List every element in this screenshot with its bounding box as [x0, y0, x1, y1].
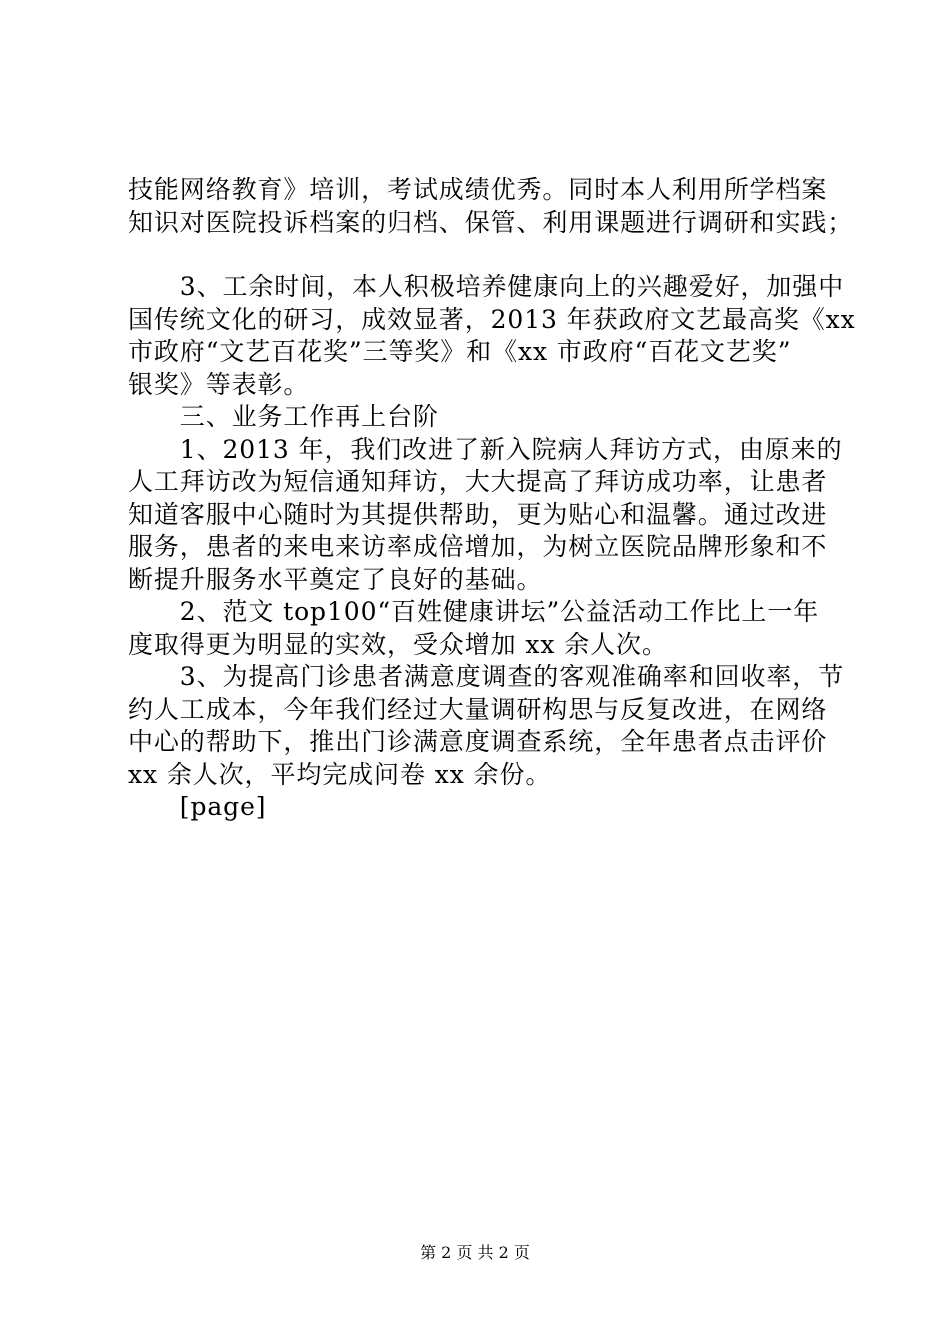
text-line: 银奖》等表彰。 [128, 369, 310, 399]
text-line: 技能网络教育》培训，考试成绩优秀。同时本人利用所学档案 [128, 175, 828, 204]
text-line: 1、2013 年，我们改进了新入院病人拜访方式，由原来的 [128, 434, 843, 464]
text-line: 中心的帮助下，推出门诊满意度调查系统，全年患者点击评价 [128, 727, 828, 756]
text-line: 市政府“文艺百花奖”三等奖》和《xx 市政府“百花文艺奖” [128, 337, 792, 366]
page-number-footer: 第 2 页 共 2 页 [420, 1243, 530, 1262]
text-line: 度取得更为明显的实效，受众增加 xx 余人次。 [128, 629, 668, 659]
section-heading: 三、业务工作再上台阶 [128, 402, 439, 431]
text-line: 约人工成本，今年我们经过大量调研构思与反复改进，在网络 [128, 694, 828, 724]
text-line: 断提升服务水平奠定了良好的基础。 [128, 564, 543, 594]
text-line: 国传统文化的研习，成效显著，2013 年获政府文艺最高奖《xx [128, 304, 856, 334]
text-line: xx 余人次，平均完成问卷 xx 余份。 [128, 759, 552, 789]
text-line: 3、为提高门诊患者满意度调查的客观准确率和回收率，节 [128, 662, 845, 691]
text-line: 3、工余时间，本人积极培养健康向上的兴趣爱好，加强中 [128, 272, 845, 301]
text-line: 知道客服中心随时为其提供帮助，更为贴心和温馨。通过改进 [128, 499, 828, 529]
text-line: 知识对医院投诉档案的归档、保管、利用课题进行调研和实践； [128, 207, 854, 237]
paragraph-gap [128, 239, 836, 271]
page-marker: [page] [128, 792, 267, 821]
text-line: 2、范文 top100“百姓健康讲坛”公益活动工作比上一年 [128, 597, 820, 626]
document-body [128, 174, 856, 824]
text-line: 人工拜访改为短信通知拜访，大大提高了拜访成功率，让患者 [128, 467, 828, 496]
text-line: 服务，患者的来电来访率成倍增加，为树立医院品牌形象和不 [128, 532, 828, 561]
